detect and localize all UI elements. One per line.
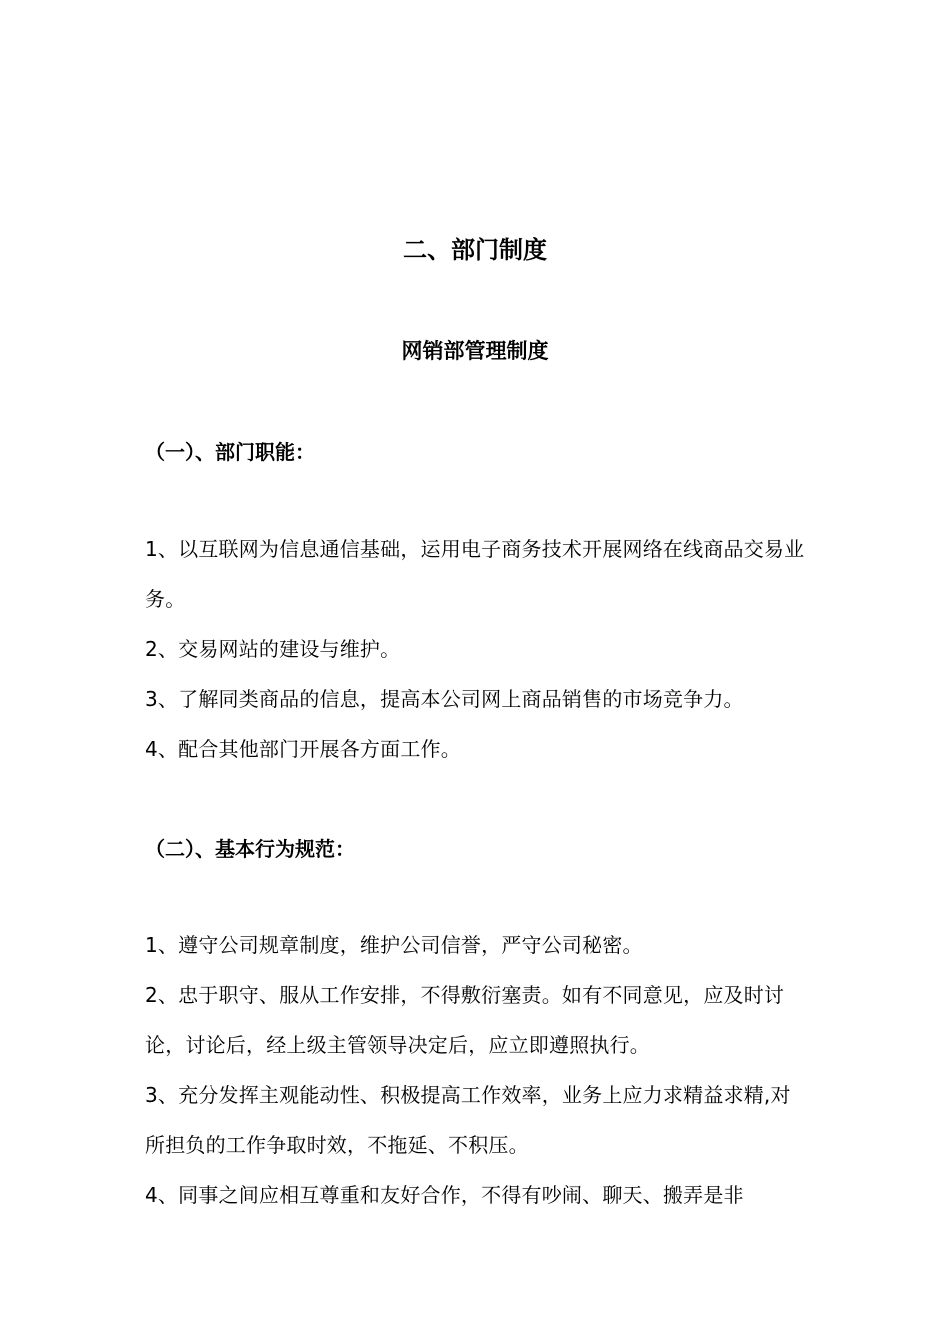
list-item: 3、了解同类商品的信息，提高本公司网上商品销售的市场竞争力。 <box>145 687 744 711</box>
page-title: 二、部门制度 <box>403 236 547 264</box>
section-heading-conduct: （二）、基本行为规范： <box>145 837 355 861</box>
functions-list <box>145 524 810 774</box>
list-item: 3、充分发挥主观能动性、积极提高工作效率，业务上应力求精益求精,对所担负的工作争取时效，不拖延、不积压。 <box>145 1083 791 1157</box>
list-item: 1、遵守公司规章制度，维护公司信誉，严守公司秘密。 <box>145 933 643 957</box>
list-item: 2、交易网站的建设与维护。 <box>145 637 401 661</box>
list-item: 1、以互联网为信息通信基础，运用电子商务技术开展网络在线商品交易业务。 <box>145 537 805 611</box>
list-item: 2、忠于职守、服从工作安排，不得敷衍塞责。如有不同意见，应及时讨论，讨论后，经上级主管领导决定后，应立即遵照执行。 <box>145 983 785 1057</box>
conduct-list <box>145 920 810 1220</box>
section-heading-functions: （一）、部门职能： <box>145 440 315 464</box>
list-item: 4、配合其他部门开展各方面工作。 <box>145 737 461 761</box>
page-subtitle: 网销部管理制度 <box>401 339 549 363</box>
list-item: 4、同事之间应相互尊重和友好合作，不得有吵闹、聊天、搬弄是非 <box>145 1183 744 1207</box>
